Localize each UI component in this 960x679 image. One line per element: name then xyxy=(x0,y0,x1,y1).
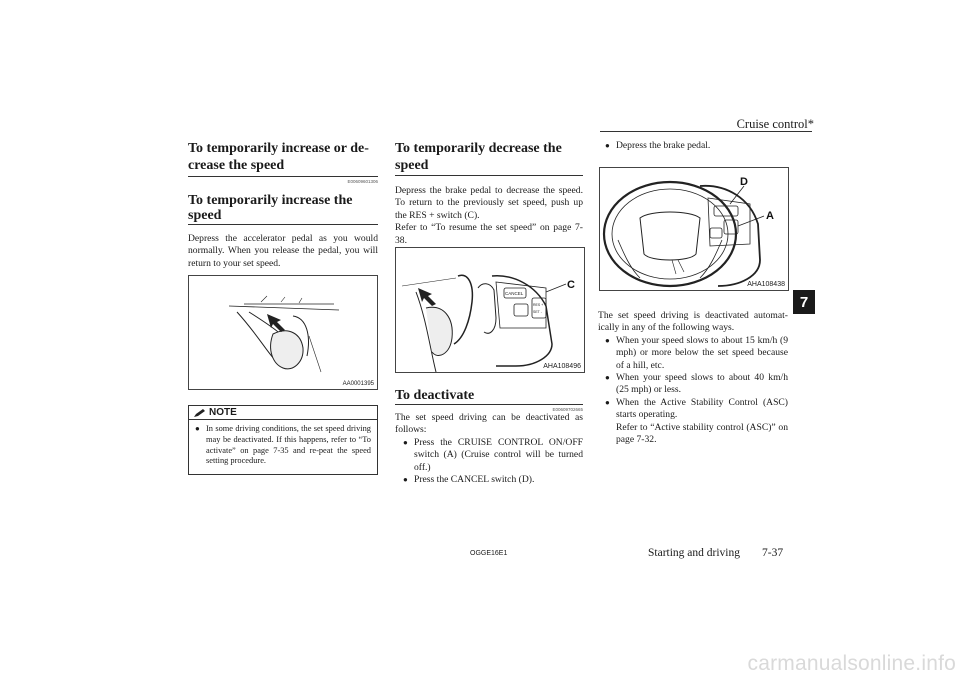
note-box xyxy=(188,405,378,475)
bullet-icon: ● xyxy=(195,424,200,433)
deactivate-intro: The set speed driving can be deactivated as follows: xyxy=(395,412,583,436)
figure-label: AA0001395 xyxy=(342,381,374,387)
section-title: Cruise control* xyxy=(736,117,814,131)
res-label: RES + xyxy=(533,303,544,307)
column-1 xyxy=(188,140,378,270)
heading-rule xyxy=(188,176,378,177)
heading-code: E00609601306 xyxy=(347,179,378,184)
page-number: 7-37 xyxy=(762,547,784,559)
deactivate-list xyxy=(395,437,583,487)
bullet-icon: ● xyxy=(605,373,610,383)
asc-reference: Refer to “Active stability control (ASC)” on page 7-32. xyxy=(616,421,788,446)
accelerator-figure xyxy=(188,275,378,390)
auto-deactivate-intro: The set speed driving is deactivated automat-ically in any of the following ways. xyxy=(598,310,788,334)
figure-label: AHA108438 xyxy=(747,281,785,288)
bullet-icon: ● xyxy=(605,335,610,345)
set-label: SET - xyxy=(533,310,542,314)
watermark: carmanualsonline.info xyxy=(747,652,956,675)
list-item xyxy=(598,140,788,152)
heading-rule xyxy=(395,175,583,176)
note-text: In some driving conditions, the set speed driving may be deactivated. If this happens, refer to “To activate” on page 7-35 and re-peat the speed setting procedure. xyxy=(206,424,371,466)
list-item xyxy=(403,437,583,474)
list-item-text: Depress the brake pedal. xyxy=(616,140,711,151)
heading-deactivate: To deactivate xyxy=(395,388,475,403)
chapter-tab: 7 xyxy=(793,290,815,314)
resume-reference: Refer to “To resume the set speed” on page 7-38. xyxy=(395,222,583,246)
heading-code: E00609702665 xyxy=(552,407,583,412)
steering-wheel-figure xyxy=(599,167,789,291)
decrease-paragraph: Depress the brake pedal to decrease the speed. To return to the previously set speed, push up the RES + switch (C). xyxy=(395,185,583,221)
list-item-text: Press the CRUISE CONTROL ON/OFF switch (A) (Cruise control will be turned off.) xyxy=(414,436,583,473)
callout-d: D xyxy=(740,176,748,188)
header-rule xyxy=(600,131,812,132)
list-item xyxy=(605,335,788,372)
accelerator-illustration xyxy=(189,276,377,389)
heading-increase: To temporarily increase the speed xyxy=(188,193,353,223)
cancel-label: CANCEL xyxy=(505,291,524,296)
list-item-continuation xyxy=(605,422,788,447)
callout-a: A xyxy=(766,210,774,222)
heading-decrease: To temporarily decrease the speed xyxy=(395,141,562,173)
document-code: OGGE16E1 xyxy=(470,550,508,557)
res-switch-illustration xyxy=(396,248,584,372)
bullet-icon: ● xyxy=(605,397,610,407)
steering-wheel-illustration xyxy=(600,168,788,290)
bullet-icon: ● xyxy=(403,437,408,447)
callout-c: C xyxy=(567,279,575,291)
note-header xyxy=(189,406,377,420)
heading-rule xyxy=(395,404,583,405)
note-pencil-icon xyxy=(193,408,207,418)
res-switch-figure xyxy=(395,247,585,373)
column-2 xyxy=(395,140,583,247)
list-item-text: When your speed slows to about 15 km/h (9 mph) or more below the set speed because of a hill, etc. xyxy=(616,334,788,371)
figure-label: AHA108496 xyxy=(543,363,581,370)
bullet-icon: ● xyxy=(403,475,408,485)
auto-deactivate-list xyxy=(598,335,788,447)
list-item-text: When the Active Stability Control (ASC) starts operating. xyxy=(616,396,788,421)
column-2-lower xyxy=(395,388,583,486)
footer-section: Starting and driving xyxy=(648,547,740,559)
subheading-rule xyxy=(188,224,378,225)
note-item xyxy=(189,420,377,473)
list-item xyxy=(605,397,788,422)
bullet-icon: ● xyxy=(605,141,610,150)
column-3-lower xyxy=(598,310,788,446)
list-item xyxy=(605,372,788,397)
column-3 xyxy=(598,140,788,152)
list-item-text: Press the CANCEL switch (D). xyxy=(414,474,535,486)
increase-paragraph: Depress the accelerator pedal as you would normally. When you release the pedal, you will return to your set speed. xyxy=(188,233,378,269)
list-item xyxy=(403,474,583,486)
heading-increase-decrease: To temporarily increase or de-crease the speed xyxy=(188,141,369,173)
note-title: NOTE xyxy=(209,407,237,418)
list-item-text: When your speed slows to about 40 km/h (25 mph) or less. xyxy=(616,372,788,396)
